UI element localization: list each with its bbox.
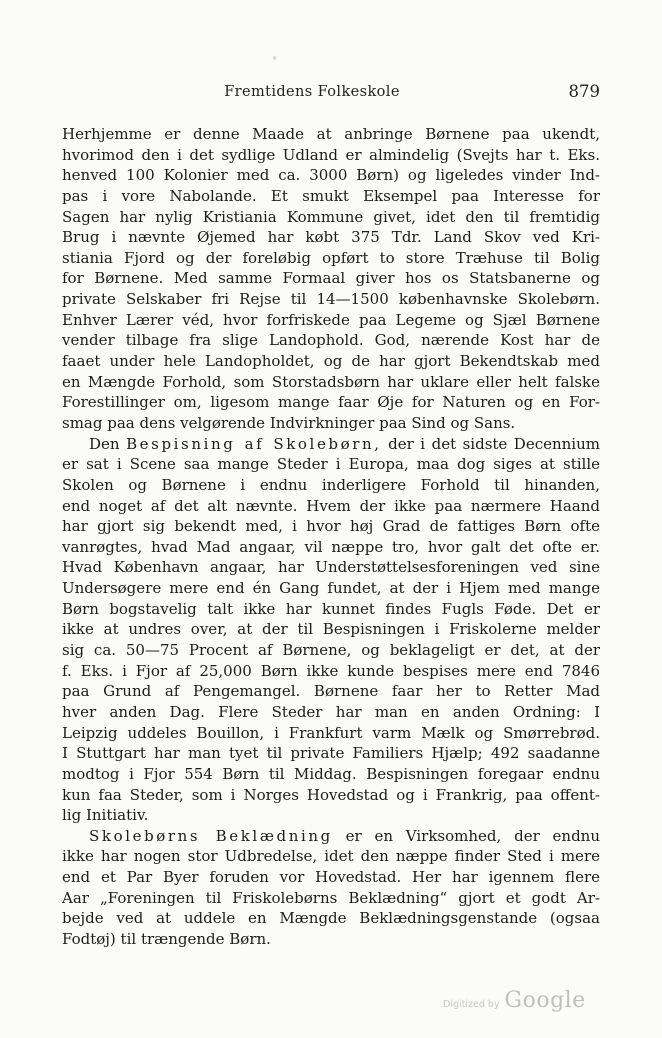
text-line: stiania Fjord og der foreløbig opført to store Træhuse til Bolig (62, 248, 600, 267)
text-line: I Stuttgart har man tyet til private Familiers Hjælp; 492 saadanne (62, 744, 600, 763)
digitized-by-watermark (443, 988, 586, 1013)
text-line: er sat i Scene saa mange Steder i Europa, maa dog siges at stille (62, 455, 600, 474)
text-line: Sagen har nylig Kristiania Kommune givet, idet den til fremtidig (62, 207, 600, 226)
text-line: Herhjemme er denne Maade at anbringe Børnene paa ukendt, (62, 125, 600, 143)
text-line: Aar „Foreningen til Friskolebørns Beklædning“ gjort et godt Ar- (62, 888, 600, 907)
text-line: f. Eks. i Fjor af 25,000 Børn ikke kunde bespises mere end 7846 (62, 661, 600, 680)
text-line: lig Initiativ. (62, 806, 149, 825)
text-line: smag paa dens velgørende Indvirkninger paa Sind og Sans. (62, 413, 516, 432)
text-line: faaet under hele Landopholdet, og de har gjort Bekendtskab med (62, 352, 600, 371)
text-line: end noget af det alt nævnte. Hvem der ikke paa nærmere Haand (62, 496, 600, 515)
text-line: private Selskaber fri Rejse til 14—1500 københavnske Skolebørn. (62, 290, 600, 309)
page-number: 879 (568, 82, 600, 101)
google-logo: Google (504, 988, 586, 1013)
text-line: hvorimod den i det sydlige Udland er almindelig (Svejts har t. Eks. (62, 145, 600, 164)
text-line: henved 100 Kolonier med ca. 3000 Børn) og ligeledes vinder Ind- (62, 166, 600, 185)
letterspaced-emphasis: Skolebørns Beklædning (89, 826, 333, 845)
text-line: Brug i nævnte Øjemed har købt 375 Tdr. Land Skov ved Kri- (62, 228, 600, 247)
text-line: en Mængde Forhold, som Storstadsbørn har uklare eller helt falske (62, 372, 600, 391)
text-line: Fodtøj) til trængende Børn. (62, 929, 271, 948)
text-line: for Børnene. Med samme Formaal giver hos os Statsbanerne og (62, 269, 600, 288)
text-line: Skolen og Børnene i endnu inderligere Forhold til hinanden, (62, 475, 600, 494)
text-line: modtog i Fjor 554 Børn til Middag. Bespisningen foregaar endnu (62, 764, 600, 783)
text-line: bejde ved at uddele en Mængde Beklædningsgenstande (ogsaa (62, 909, 600, 928)
scan-speck (273, 56, 276, 60)
body-text (62, 124, 600, 950)
text-line: end et Par Byer foruden vor Hovedstad. Her har igennem flere (62, 868, 600, 887)
text-line: Leipzig uddeles Bouillon, i Frankfurt varm Mælk og Smørrebrød. (62, 723, 600, 742)
text-line: hver anden Dag. Flere Steder har man en anden Ordning: I (62, 702, 600, 721)
page-header (62, 84, 600, 104)
text-line: Børn bogstavelig talt ikke har kunnet findes Fugls Føde. Det er (62, 599, 600, 618)
text-line: Undersøgere mere end én Gang fundet, at der i Hjem med mange (62, 579, 600, 598)
text-line: vanrøgtes, hvad Mad angaar, vil næppe tro, hvor galt det ofte er. (62, 537, 600, 556)
text-line: paa Grund af Pengemangel. Børnene faar her to Retter Mad (62, 682, 600, 701)
text-line: har gjort sig bekendt med, i hvor høj Grad de fattiges Børn ofte (62, 517, 600, 536)
letterspaced-emphasis: Bespisning af Skolebørn, (126, 434, 382, 453)
text-line: Den Bespisning af Skolebørn, der i det sidste Decennium (89, 434, 600, 453)
running-title: Fremtidens Folkeskole (224, 84, 400, 100)
text-line: ikke at undres over, at der til Bespisningen i Friskolerne melder (62, 620, 600, 639)
text-line: Hvad København angaar, har Understøttelsesforeningen ved sine (62, 558, 600, 577)
text-line: pas i vore Nabolande. Et smukt Eksempel paa Interesse for (62, 186, 600, 205)
text-line: Enhver Lærer véd, hvor forfriskede paa Legeme og Sjæl Børnene (62, 310, 600, 329)
text-line: vender tilbage fra slige Landophold. God, nærende Kost har de (62, 331, 600, 350)
text-line: ikke har nogen stor Udbredelse, idet den næppe finder Sted i mere (62, 847, 600, 866)
text-line: Skolebørns Beklædning er en Virksomhed, der endnu (89, 826, 600, 845)
text-line: Forestillinger om, ligesom mange faar Øje for Naturen og en For- (62, 393, 600, 412)
watermark-prefix: Digitized by (443, 999, 500, 1010)
text-line: sig ca. 50—75 Procent af Børnene, og beklageligt er det, at der (62, 641, 600, 660)
text-line: kun faa Steder, som i Norges Hovedstad og i Frankrig, paa offent- (62, 785, 600, 804)
